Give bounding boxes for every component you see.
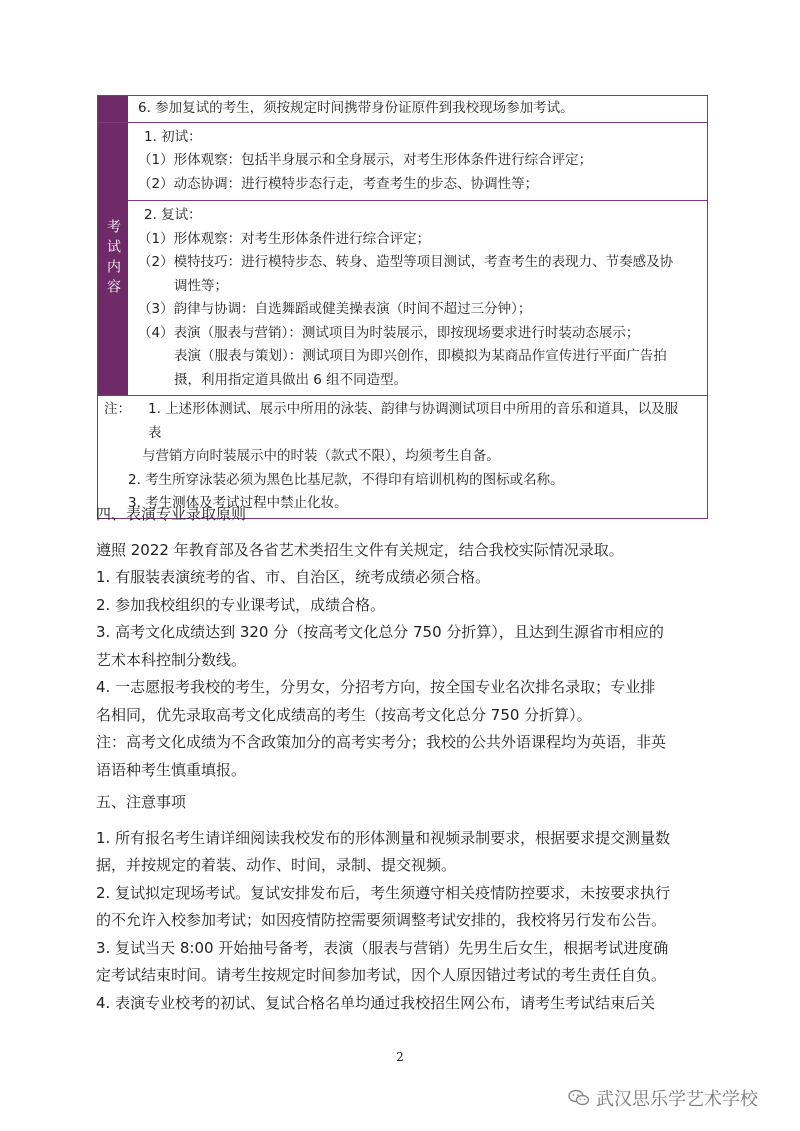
table-row [98, 123, 707, 396]
notes-row [98, 395, 707, 518]
paragraph-line: 注：高考文化成绩为不含政策加分的高考实考分；我校的公共外语课程均为英语，非英 [96, 733, 667, 751]
paragraph-line: 3. 高考文化成绩达到 320 分（按高考文化总分 750 分折算），且达到生源省市相应的 [96, 623, 664, 641]
retest-item: （4）表演（服表与营销）：测试项目为时装展示，即按现场要求进行时装动态展示； [138, 324, 640, 341]
table-cell: 6. 参加复试的考生，须按规定时间携带身份证原件到我校现场参加考试。 [138, 100, 574, 116]
note-label: 注： [104, 401, 131, 417]
section-heading: 五、注意事项 [96, 793, 187, 811]
paragraph-line: 语语种考生慎重填报。 [96, 760, 247, 779]
paragraph-line: 名相同，优先录取高考文化成绩高的考生（按高考文化总分 750 分折算）。 [96, 705, 592, 724]
retest-item-cont: 摄，利用指定道具做出 6 组不同造型。 [174, 371, 408, 388]
page-number: 2 [396, 1050, 404, 1064]
retest-item: （2）模特技巧：进行模特步态、转身、造型等项目测试，考查考生的表现力、节奏感及协 [138, 254, 674, 270]
retest-section [128, 201, 707, 395]
paragraph-line: 3. 复试当天 8:00 开始抽号备考，表演（服表与营销）先男生后女生，根据考试进度确 [96, 938, 669, 957]
paragraph-line: 定考试结束时间。请考生按规定时间参加考试，因个人原因错过考试的考生责任自负。 [96, 966, 667, 984]
section-5 [96, 789, 712, 1017]
exam-content-label: 考试内容 [105, 218, 121, 299]
paragraph-line: 据，并按规定的着装、动作、时间，录制、提交视频。 [96, 856, 457, 874]
paragraph-line: 艺术本科控制分数线。 [96, 650, 247, 669]
paragraph-line: 2. 参加我校组织的专业课考试，成绩合格。 [96, 595, 386, 614]
paragraph-line: 2. 复试拟定现场考试。复试安排发布后，考生须遵守相关疫情防控要求，未按要求执行 [96, 883, 671, 902]
note-item: 3. 考生测体及考试过程中禁止化妆。 [128, 495, 348, 511]
wechat-icon [568, 1089, 590, 1107]
exam-content-label-cell [98, 123, 128, 396]
section-heading: 四、表演专业录取原则 [96, 505, 247, 523]
note-item: 2. 考生所穿泳装必须为黑色比基尼款，不得印有培训机构的图标或名称。 [128, 471, 564, 488]
note-item: 1. 上述形体测试、展示中所用的泳装、韵律与协调测试项目中所用的音乐和道具，以及服表 [148, 401, 679, 441]
watermark-text: 武汉思乐学艺术学校 [596, 1089, 758, 1110]
paragraph-line: 4. 表演专业校考的初试、复试合格名单均通过我校招生网公布，请考生考试结束后关 [96, 993, 656, 1012]
table-row [98, 96, 707, 123]
paragraph-line: 1. 所有报名考生请详细阅读我校发布的形体测量和视频录制要求，根据要求提交测量数 [96, 828, 671, 847]
retest-item: 表演（服表与策划）：测试项目为即兴创作，即模拟为某商品作宣传进行平面广告拍 [174, 348, 667, 364]
initial-item: （1）形体观察：包括半身展示和全身展示，对考生形体条件进行综合评定； [138, 152, 593, 168]
initial-exam-title: 1. 初试： [144, 128, 202, 145]
initial-item: （2）动态协调：进行模特步态行走，考查考生的步态、协调性等； [138, 175, 539, 192]
retest-title: 2. 复试： [144, 207, 202, 223]
paragraph-line: 4. 一志愿报考我校的考生，分男女，分招考方向，按全国专业名次排名录取；专业排 [96, 678, 656, 696]
initial-exam-section [128, 123, 707, 202]
retest-item-cont: 调性等； [174, 277, 228, 294]
paragraph-line: 1. 有服装表演统考的省、市、自治区，统考成绩必须合格。 [96, 568, 491, 586]
watermark [568, 1085, 758, 1111]
paragraph-line: 的不允许入校参加考试；如因疫情防控需要须调整考试安排的，我校将另行发布公告。 [96, 911, 667, 929]
retest-item: （3）韵律与协调：自选舞蹈或健美操表演（时间不超过三分钟）； [138, 301, 532, 317]
paragraph-line: 遵照 2022 年教育部及各省艺术类招生文件有关规定，结合我校实际情况录取。 [96, 540, 624, 559]
note-item-cont: 与营销方向时装展示中的时装（款式不限），均须考生自备。 [142, 448, 500, 464]
section-4 [96, 501, 712, 784]
exam-table [97, 95, 708, 519]
retest-item: （1）形体观察：对考生形体条件进行综合评定； [138, 230, 431, 247]
